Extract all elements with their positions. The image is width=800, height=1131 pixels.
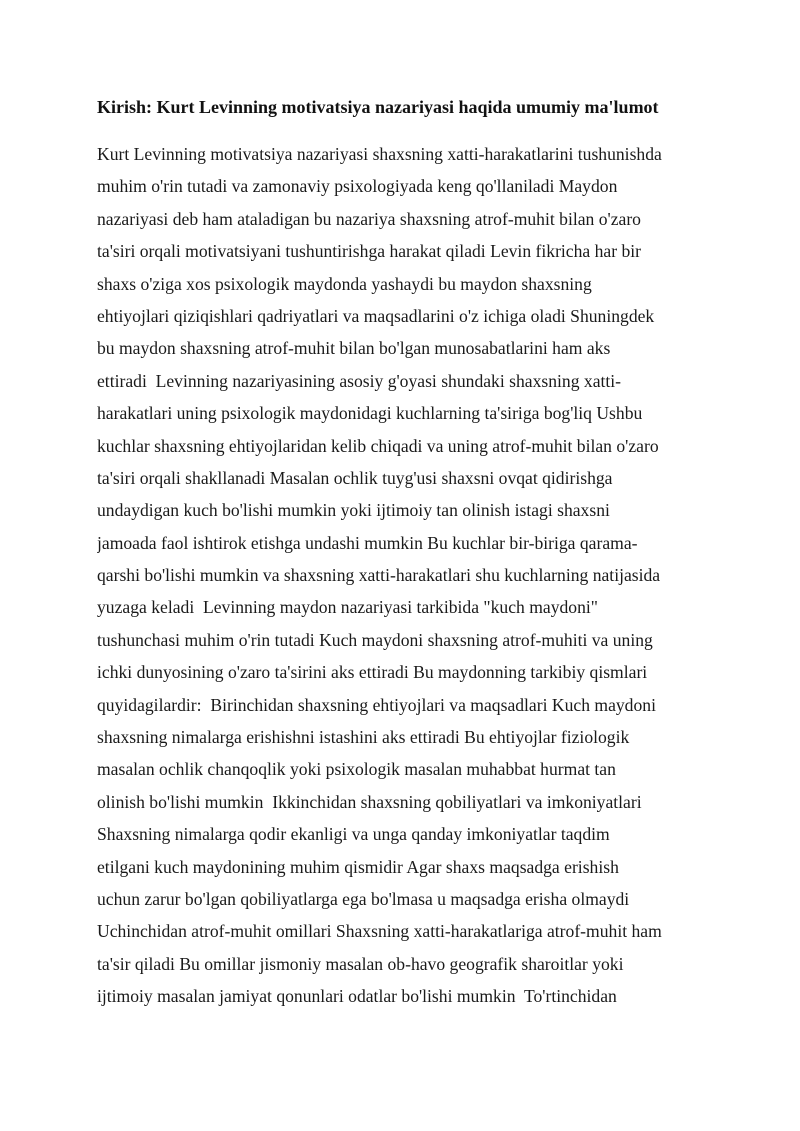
text-line: quyidagilardir: Birinchidan shaxsning ehtiyojlari va maqsadlari Kuch maydoni [97,694,656,715]
text-line: ichki dunyosining o'zaro ta'sirini aks ettiradi Bu maydonning tarkibiy qismlari [97,662,648,683]
text-line: masalan ochlik chanqoqlik yoki psixologik masalan muhabbat hurmat tan [97,759,616,780]
text-line: tushunchasi muhim o'rin tutadi Kuch maydoni shaxsning atrof-muhiti va uning [97,629,653,650]
text-line: bu maydon shaxsning atrof-muhit bilan bo'lgan munosabatlarini ham aks [97,338,611,359]
text-line: ehtiyojlari qiziqishlari qadriyatlari va maqsadlarini o'z ichiga oladi Shuningdek [97,305,655,326]
text-line: ijtimoiy masalan jamiyat qonunlari odatlar bo'lishi mumkin To'rtinchidan [97,986,617,1007]
text-line: ettiradi Levinning nazariyasining asosiy g'oyasi shundaki shaxsning xatti- [97,370,622,391]
text-line: jamoada faol ishtirok etishga undashi mumkin Bu kuchlar bir-biriga qarama- [97,532,638,553]
text-line: qarshi bo'lishi mumkin va shaxsning xatti-harakatlari shu kuchlarning natijasida [97,565,661,586]
text-line: shaxs o'ziga xos psixologik maydonda yashaydi bu maydon shaxsning [97,273,592,294]
text-line: nazariyasi deb ham ataladigan bu nazariya shaxsning atrof-muhit bilan o'zaro [97,208,641,229]
text-line: shaxsning nimalarga erishishni istashini aks ettiradi Bu ehtiyojlar fiziologik [97,727,630,748]
text-line: olinish bo'lishi mumkin Ikkinchidan shaxsning qobiliyatlari va imkoniyatlari [97,791,642,812]
text-line: Kurt Levinning motivatsiya nazariyasi shaxsning xatti-harakatlarini tushunishda [97,144,662,164]
text-line: Shaxsning nimalarga qodir ekanligi va unga qanday imkoniyatlar taqdim [97,824,610,845]
text-line: harakatlari uning psixologik maydonidagi kuchlarning ta'siriga bog'liq Ushbu [97,403,643,424]
text-line: kuchlar shaxsning ehtiyojlaridan kelib chiqadi va uning atrof-muhit bilan o'zaro [97,435,659,456]
body-text [97,138,737,1013]
text-line: ta'siri orqali shakllanadi Masalan ochlik tuyg'usi shaxsni ovqat qidirishga [97,467,613,488]
text-line: yuzaga keladi Levinning maydon nazariyasi tarkibida "kuch maydoni" [97,597,598,618]
text-line: ta'siri orqali motivatsiyani tushuntirishga harakat qiladi Levin fikricha har bir [97,241,642,262]
text-line: uchun zarur bo'lgan qobiliyatlarga ega bo'lmasa u maqsadga erisha olmaydi [97,888,630,909]
text-line: Uchinchidan atrof-muhit omillari Shaxsning xatti-harakatlariga atrof-muhit ham [97,921,662,942]
text-line: undaydigan kuch bo'lishi mumkin yoki ijtimoiy tan olinish istagi shaxsni [97,500,610,521]
text-line: etilgani kuch maydonining muhim qismidir Agar shaxs maqsadga erishish [97,856,619,877]
document-title: Kirish: Kurt Levinning motivatsiya nazariyasi haqida umumiy ma'lumot [97,97,659,117]
text-line: muhim o'rin tutadi va zamonaviy psixologiyada keng qo'llaniladi Maydon [97,176,618,197]
text-line: ta'sir qiladi Bu omillar jismoniy masalan ob-havo geografik sharoitlar yoki [97,953,624,974]
